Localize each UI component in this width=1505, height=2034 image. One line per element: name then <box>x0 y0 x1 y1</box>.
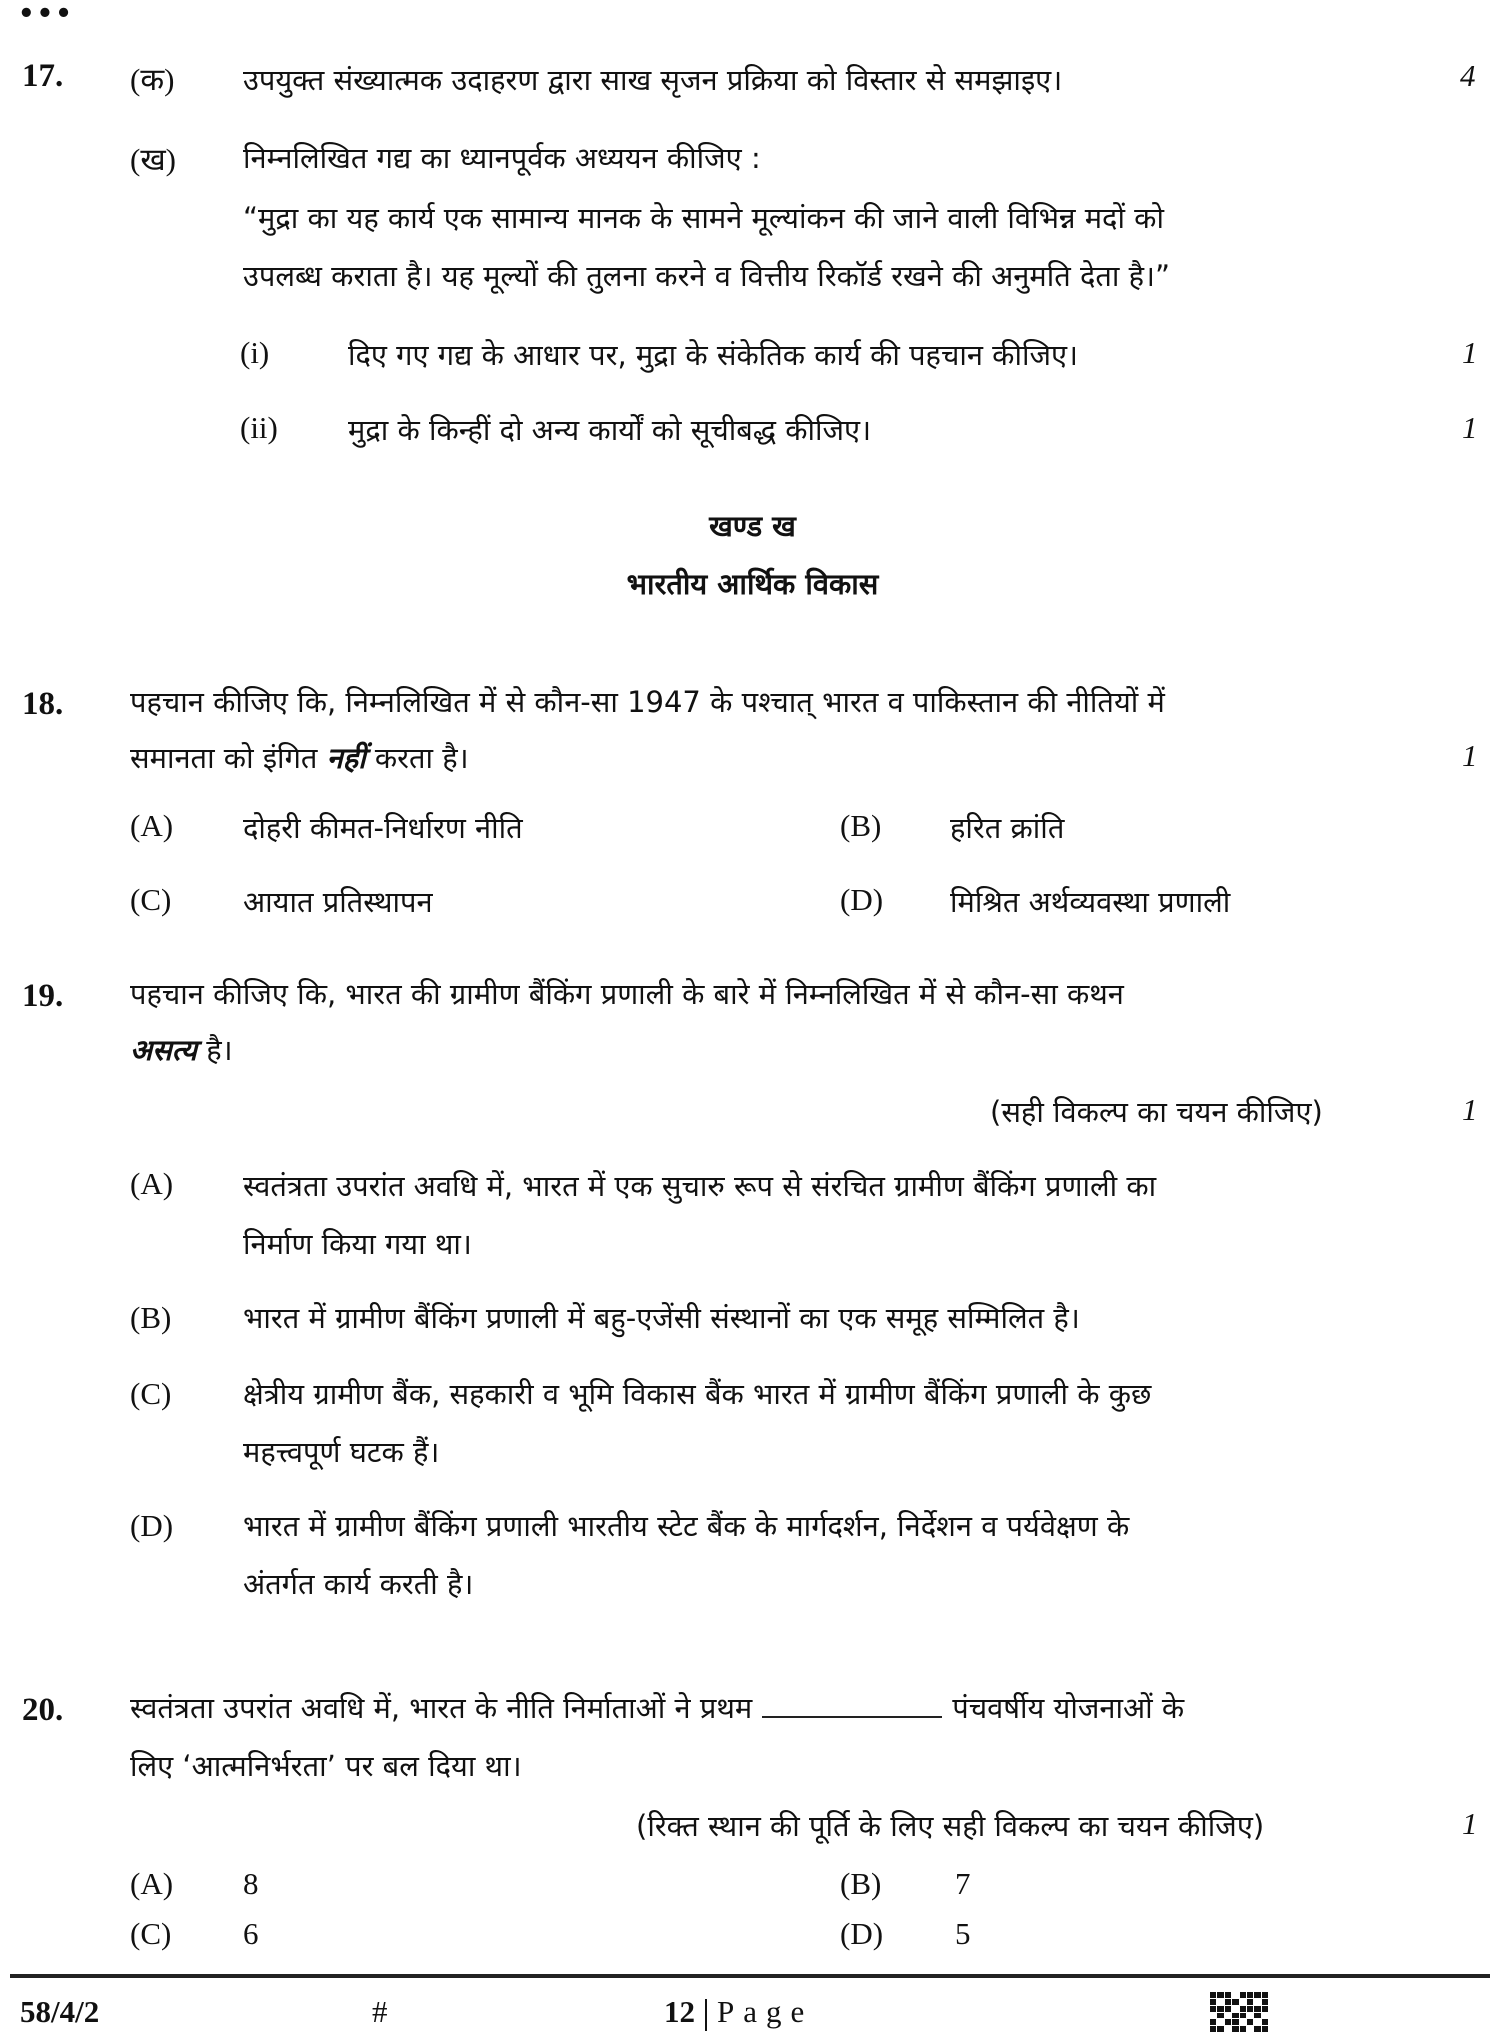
option-label: (D) <box>840 882 884 917</box>
footer-divider <box>10 1974 1490 1978</box>
emphasis-text: नहीं <box>326 741 366 775</box>
text-segment: पंचवर्षीय योजनाओं के <box>952 1691 1185 1725</box>
instruction-text: (रिक्त स्थान की पूर्ति के लिए सही विकल्प का चयन कीजिए) <box>636 1809 1265 1843</box>
marks: 1 <box>1462 335 1478 370</box>
question-number: 17. <box>22 58 64 94</box>
option-label: (A) <box>130 1866 174 1901</box>
text-segment: समानता को इंगित <box>130 741 327 775</box>
part-label: (क) <box>130 62 175 97</box>
subpart-label: (i) <box>240 335 270 370</box>
passage-line: “मुद्रा का यह कार्य एक सामान्य मानक के सामने मूल्यांकन की जाने वाली विभिन्न मदों को <box>243 201 1164 235</box>
option-text: भारत में ग्रामीण बैंकिंग प्रणाली भारतीय स्टेट बैंक के मार्गदर्शन, निर्देशन व पर्यवेक्षण के <box>243 1509 1130 1543</box>
paper-code: 58/4/2 <box>20 1994 100 2029</box>
option-label: (D) <box>130 1508 174 1543</box>
option-text: 7 <box>955 1866 971 1901</box>
question-text: पहचान कीजिए कि, निम्नलिखित में से कौन-सा 1947 के पश्चात् भारत व पाकिस्तान की नीतियों में <box>130 685 1165 719</box>
option-text: हरित क्रांति <box>950 811 1065 845</box>
option-text: दोहरी कीमत-निर्धारण नीति <box>243 811 523 845</box>
option-label: (C) <box>130 1376 172 1411</box>
subpart-text: दिए गए गद्य के आधार पर, मुद्रा के संकेतिक कार्य की पहचान कीजिए। <box>348 338 1079 372</box>
fill-in-blank <box>762 1716 942 1718</box>
text-segment: स्वतंत्रता उपरांत अवधि में, भारत के नीति निर्माताओं ने प्रथम <box>130 1691 753 1725</box>
option-label: (A) <box>130 1166 174 1201</box>
option-text: स्वतंत्रता उपरांत अवधि में, भारत में एक सुचारु रूप से संरचित ग्रामीण बैंकिंग प्रणाली का <box>243 1169 1157 1203</box>
marks: 1 <box>1462 738 1478 773</box>
option-text: 5 <box>955 1916 971 1951</box>
marks: 4 <box>1460 58 1476 93</box>
option-text: भारत में ग्रामीण बैंकिंग प्रणाली में बहु-एजेंसी संस्थानों का एक समूह सम्मिलित है। <box>243 1301 1080 1335</box>
option-label: (C) <box>130 882 172 917</box>
option-text: आयात प्रतिस्थापन <box>243 885 433 919</box>
question-text: निम्नलिखित गद्य का ध्यानपूर्वक अध्ययन कीजिए : <box>243 141 761 175</box>
option-text: क्षेत्रीय ग्रामीण बैंक, सहकारी व भूमि विकास बैंक भारत में ग्रामीण बैंकिंग प्रणाली के कुछ <box>243 1377 1152 1411</box>
option-text: 8 <box>243 1866 259 1901</box>
question-text <box>130 1688 1184 1727</box>
page-separator <box>705 1999 707 2031</box>
option-text: महत्त्वपूर्ण घटक हैं। <box>243 1435 440 1469</box>
text-segment: करता है। <box>365 741 469 775</box>
option-text: 6 <box>243 1916 259 1951</box>
question-text <box>130 738 469 777</box>
option-label: (B) <box>130 1300 172 1335</box>
marks: 1 <box>1462 1092 1478 1127</box>
marks: 1 <box>1462 1806 1478 1841</box>
marks: 1 <box>1462 410 1478 445</box>
instruction-text: (सही विकल्प का चयन कीजिए) <box>990 1095 1323 1129</box>
part-label: (ख) <box>130 142 177 177</box>
subpart-text: मुद्रा के किन्हीं दो अन्य कार्यों को सूचीबद्ध कीजिए। <box>348 413 872 447</box>
question-number: 18. <box>22 686 64 722</box>
subpart-label: (ii) <box>240 410 278 445</box>
page-indicator <box>664 1994 813 2031</box>
hash-symbol: # <box>372 1994 388 2029</box>
option-label: (D) <box>840 1916 884 1951</box>
passage-line: उपलब्ध कराता है। यह मूल्यों की तुलना करने व वित्तीय रिकॉर्ड रखने की अनुमति देता है।” <box>243 259 1171 293</box>
question-number: 20. <box>22 1692 64 1728</box>
section-subtitle: भारतीय आर्थिक विकास <box>626 567 879 601</box>
option-text: निर्माण किया गया था। <box>243 1227 472 1261</box>
option-text: अंतर्गत कार्य करती है। <box>243 1567 474 1601</box>
qr-code-icon <box>1210 1992 1268 2032</box>
question-number: 19. <box>22 978 64 1014</box>
question-text: उपयुक्त संख्यात्मक उदाहरण द्वारा साख सृजन प्रक्रिया को विस्तार से समझाइए। <box>243 63 1063 97</box>
option-label: (A) <box>130 808 174 843</box>
question-text: पहचान कीजिए कि, भारत की ग्रामीण बैंकिंग प्रणाली के बारे में निम्नलिखित में से कौन-सा कथन <box>130 977 1124 1011</box>
emphasis-text: असत्य <box>130 1033 197 1067</box>
question-text <box>130 1030 233 1069</box>
page-word: Page <box>717 1994 814 2029</box>
option-label: (B) <box>840 808 882 843</box>
text-segment: है। <box>197 1033 233 1067</box>
question-text: लिए ‘आत्मनिर्भरता’ पर बल दिया था। <box>130 1749 522 1783</box>
more-dots-icon: ••• <box>18 0 74 29</box>
option-label: (C) <box>130 1916 172 1951</box>
option-label: (B) <box>840 1866 882 1901</box>
option-text: मिश्रित अर्थव्यवस्था प्रणाली <box>950 885 1231 919</box>
section-title: खण्ड ख <box>709 509 796 543</box>
page-number: 12 <box>664 1994 695 2029</box>
